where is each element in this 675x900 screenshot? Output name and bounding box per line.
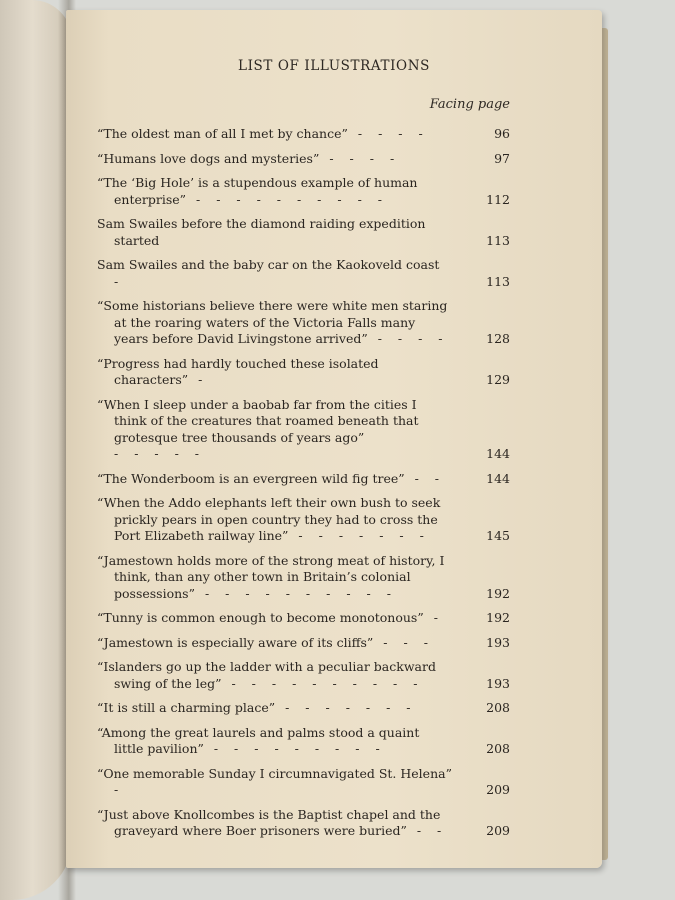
entry-page-number: 97 (494, 150, 510, 166)
dot-leader: - - - (373, 634, 434, 650)
entry-page-number: 193 (486, 675, 510, 691)
entry-caption: “Jamestown is especially aware of its cliffs” (97, 634, 374, 650)
entry-page-number: 113 (486, 232, 510, 248)
entry-page-number: 128 (486, 331, 510, 346)
dot-leader: - - - - (319, 150, 401, 166)
entry-caption: “Tunny is common enough to become monotonous” (97, 610, 424, 625)
entry-caption: “Islanders go up the ladder with a peculiar backward swing of the leg” (97, 659, 436, 691)
entry-caption: “When I sleep under a baobab far from the cities I think of the creatures that roamed beneath that grotesque tree thousands of years ago” (97, 396, 419, 445)
entry-caption: “Progress had hardly touched these isolated characters” (97, 355, 379, 387)
dot-leader: - (114, 782, 125, 797)
list-entry (97, 635, 510, 652)
dot-leader: - - (404, 470, 446, 486)
entry-caption: Sam Swailes before the diamond raiding expedition started (97, 216, 426, 248)
entry-caption: “Jamestown holds more of the strong meat of history, I think, than any other town in Britain’s colonial possessions” (97, 552, 445, 601)
list-entry (97, 659, 510, 692)
entry-caption: “Among the great laurels and palms stood a quaint little pavilion” (97, 724, 420, 756)
dot-leader: - - - - - (114, 446, 206, 461)
dot-leader: - - - - - - - (275, 700, 417, 715)
entry-caption: “The oldest man of all I met by chance” (97, 126, 348, 141)
entry-page-number: 129 (486, 372, 510, 387)
list-entry (97, 495, 510, 545)
entry-caption: “Some historians believe there were white men staring at the roaring waters of the Victoria Falls many years before David Livingstone arrived” (97, 298, 448, 346)
entry-page-number: 144 (486, 446, 510, 461)
dot-leader: - - - - (347, 126, 429, 141)
dot-leader: - (114, 273, 125, 289)
list-entry (97, 725, 510, 758)
entry-page-number: 208 (486, 741, 510, 756)
entry-page-number: 193 (486, 634, 510, 650)
entry-page-number: 113 (486, 273, 510, 289)
entry-page-number: 144 (486, 470, 510, 486)
dot-leader: - - - - - - - (288, 528, 430, 543)
entry-caption: “One memorable Sunday I circumnavigated St. Helena” (97, 765, 452, 781)
dot-leader: - - - - - - - - - - (186, 191, 389, 207)
entry-page-number: 112 (486, 191, 510, 207)
entry-page-number: 209 (486, 782, 510, 797)
dot-leader: - (423, 610, 444, 625)
list-entry (97, 151, 510, 168)
list-entry (97, 175, 510, 208)
dot-leader: - - - - - - - - - - (194, 585, 397, 601)
dot-leader: - - - - - - - - - (203, 741, 386, 756)
entry-caption: “It is still a charming place” (97, 700, 276, 715)
dot-leader: - - - - - - - - - - (221, 675, 424, 691)
entry-caption: “The Wonderboom is an evergreen wild fig tree” (97, 470, 405, 486)
entry-caption: “When the Addo elephants left their own bush to seek prickly pears in open country they had to cross the Port Elizabeth railway line” (97, 495, 441, 543)
entry-page-number: 192 (486, 585, 510, 601)
list-entry (97, 356, 510, 389)
entry-caption: “Just above Knollcombes is the Baptist chapel and the graveyard where Boer prisoners were buried” (97, 806, 441, 838)
entry-caption: “The ‘Big Hole’ is a stupendous example of human enterprise” (97, 175, 418, 207)
list-entry (97, 216, 510, 249)
list-entry (97, 700, 510, 717)
entry-caption: “Humans love dogs and mysteries” (97, 150, 320, 166)
list-entry (97, 807, 510, 840)
facing-page-column-header: Facing page (429, 97, 510, 112)
entry-page-number: 192 (486, 610, 510, 625)
dot-leader: - - (406, 823, 448, 838)
dot-leader: - (188, 372, 209, 387)
list-entry (97, 126, 510, 143)
list-entry (97, 298, 510, 348)
entry-page-number: 145 (486, 528, 510, 543)
list-entry (97, 397, 510, 463)
list-entry (97, 610, 510, 627)
entry-caption: Sam Swailes and the baby car on the Kaokoveld coast (97, 257, 440, 272)
dot-leader: - - - - (367, 331, 449, 346)
book-page (66, 10, 602, 868)
list-entry (97, 257, 510, 290)
entry-page-number: 209 (486, 823, 510, 838)
list-entry (97, 553, 510, 603)
list-entry (97, 766, 510, 799)
list-entry (97, 471, 510, 488)
entry-page-number: 208 (486, 700, 510, 715)
page-heading: LIST OF ILLUSTRATIONS (238, 58, 430, 74)
illustrations-list (97, 126, 510, 848)
entry-page-number: 96 (494, 126, 510, 141)
